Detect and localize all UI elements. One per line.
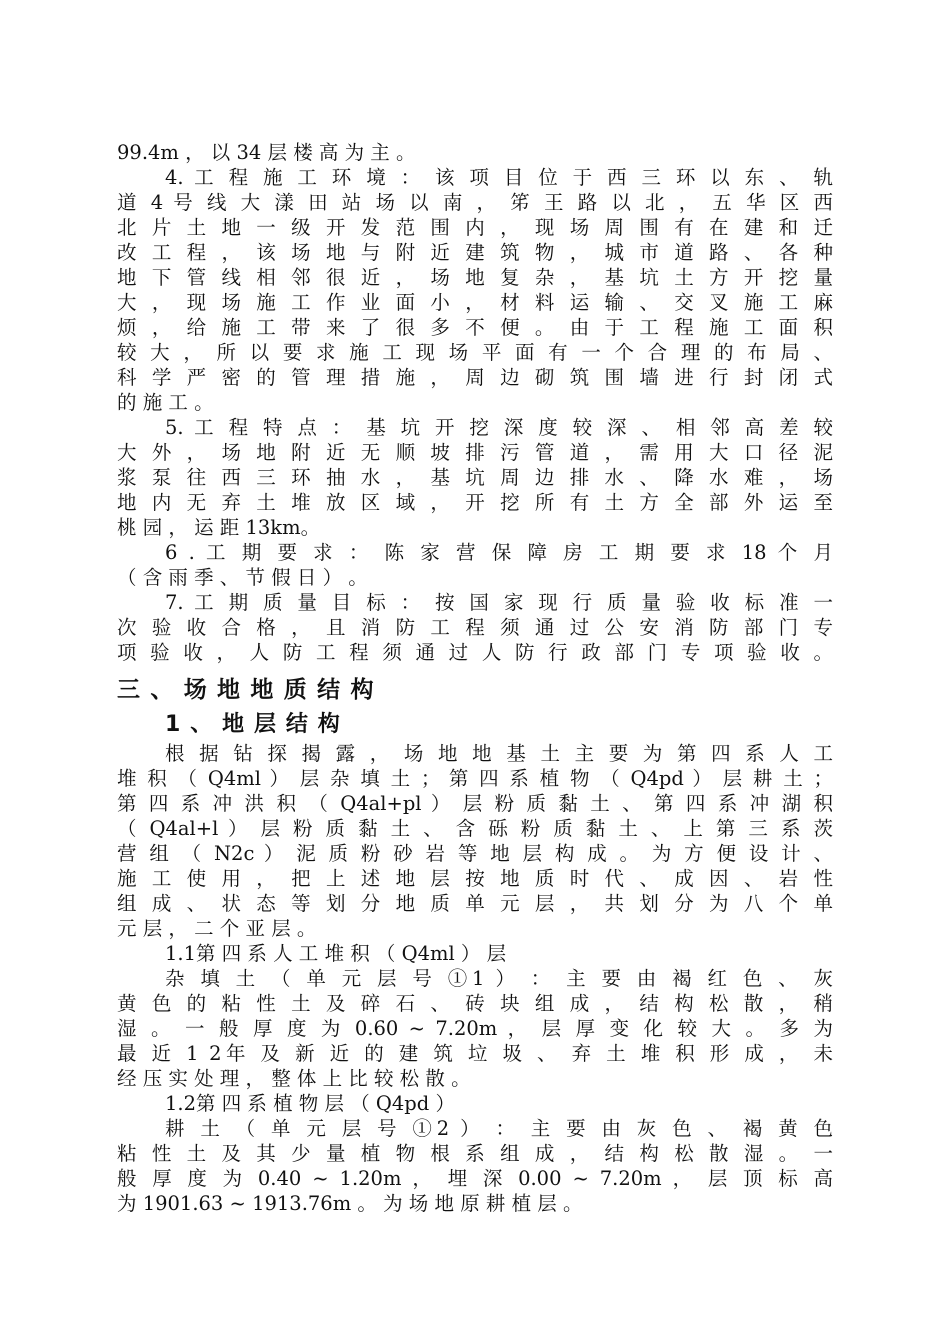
text-line: 桃 园 ， 运 距 13km。: [117, 516, 321, 539]
text-line: 烦 ， 给 施 工 带 来 了 很 多 不 便 。 由 于 工 程 施 工 面 积: [117, 316, 833, 339]
text-line: 粘 性 土 及 其 少 量 植 物 根 系 组 成 ， 结 构 松 散 湿 。 一: [117, 1142, 833, 1165]
text-line: 耕 土 （ 单 元 层 号 ①2 ） ： 主 要 由 灰 色 、 褐 黄 色: [165, 1117, 833, 1140]
paragraph-layer-1-2: [117, 1116, 833, 1216]
layer-1-2-heading: 1.2第 四 系 植 物 层 （ Q4pd ）: [165, 1092, 455, 1115]
text-line: 北 片 土 地 一 级 开 发 范 围 内 ， 现 场 周 围 有 在 建 和 迁: [117, 216, 833, 239]
text-line: 99.4m ， 以 34 层 楼 高 为 主 。: [117, 141, 416, 164]
subsection-title: 1、地层结构: [165, 712, 350, 737]
text-line: 大 外 ， 场 地 附 近 无 顺 坡 排 污 管 道 ， 需 用 大 口 径 泥: [117, 441, 833, 464]
text-line: 地 内 无 弃 土 堆 放 区 域 ， 开 挖 所 有 土 方 全 部 外 运 至: [117, 491, 833, 514]
paragraph-height: [117, 140, 833, 165]
text-line: 改 工 程 ， 该 场 地 与 附 近 建 筑 物 ， 城 市 道 路 、 各 种: [117, 241, 833, 264]
text-line: 杂 填 土 （ 单 元 层 号 ①1 ） ： 主 要 由 褐 红 色 、 灰: [165, 967, 833, 990]
text-line: 的 施 工 。: [117, 391, 214, 414]
text-line: 般 厚 度 为 0.40 ~ 1.20m ， 埋 深 0.00 ~ 7.20m ， 层 顶 标 高: [117, 1167, 833, 1190]
paragraph-schedule: [117, 540, 833, 590]
text-line: 堆 积 （ Q4ml ） 层 杂 填 土 ； 第 四 系 植 物 （ Q4pd ） 层 耕 土 ；: [117, 767, 833, 790]
text-line: 次 验 收 合 格 ， 且 消 防 工 程 须 通 过 公 安 消 防 部 门 专: [117, 616, 833, 639]
text-line: 第 四 系 冲 洪 积 （ Q4al+pl ） 层 粉 质 黏 土 、 第 四 系 冲 湖 积: [117, 792, 833, 815]
text-line: 浆 泵 往 西 三 环 抽 水 ， 基 坑 周 边 排 水 、 降 水 难 ， 场: [117, 466, 833, 489]
text-line: 根 据 钻 探 揭 露 ， 场 地 地 基 土 主 要 为 第 四 系 人 工: [165, 742, 833, 765]
text-line: （ Q4al+l ） 层 粉 质 黏 土 、 含 砾 粉 质 黏 土 、 上 第 三 系 茨: [117, 817, 833, 840]
paragraph-layer-1-1: [117, 966, 833, 1091]
text-line: 元 层 ， 二 个 亚 层 。: [117, 917, 317, 940]
text-line: 7. 工 期 质 量 目 标 ： 按 国 家 现 行 质 量 验 收 标 准 一: [165, 591, 833, 614]
paragraph-strata-intro: [117, 741, 833, 941]
text-line: 较 大 ， 所 以 要 求 施 工 现 场 平 面 有 一 个 合 理 的 布 局 、: [117, 341, 833, 364]
text-line: 最 近 1 2年 及 新 近 的 建 筑 垃 圾 、 弃 土 堆 积 形 成 ， 未: [117, 1042, 833, 1065]
section-title: 三、场地地质结构: [117, 677, 384, 703]
text-line: 营 组 （ N2c ） 泥 质 粉 砂 岩 等 地 层 构 成 。 为 方 便 设 计 、: [117, 842, 833, 865]
text-line: 6 . 工 期 要 求 ： 陈 家 营 保 障 房 工 期 要 求 18 个 月: [165, 541, 833, 564]
text-line: 道 4 号 线 大 漾 田 站 场 以 南 ， 笫 王 路 以 北 ， 五 华 区 西: [117, 191, 833, 214]
document-page: [117, 140, 833, 1216]
layer-1-1-heading: 1.1第 四 系 人 工 堆 积 （ Q4ml ） 层: [165, 942, 507, 965]
paragraph-features: [117, 415, 833, 540]
text-line: 大 ， 现 场 施 工 作 业 面 小 ， 材 料 运 输 、 交 叉 施 工 麻: [117, 291, 833, 314]
text-line: 组 成 、 状 态 等 划 分 地 质 单 元 层 ， 共 划 分 为 八 个 单: [117, 892, 833, 915]
paragraph-environment: [117, 165, 833, 415]
paragraph-quality: [117, 590, 833, 665]
text-line: （ 含 雨 季 、 节 假 日 ） 。: [117, 566, 368, 589]
text-line: 地 下 管 线 相 邻 很 近 ， 场 地 复 杂 ， 基 坑 土 方 开 挖 量: [117, 266, 833, 289]
text-line: 项 验 收 ， 人 防 工 程 须 通 过 人 防 行 政 部 门 专 项 验 收 。: [117, 641, 833, 664]
text-line: 黄 色 的 粘 性 土 及 碎 石 、 砖 块 组 成 ， 结 构 松 散 ， 稍: [117, 992, 833, 1015]
text-line: 5. 工 程 特 点 ： 基 坑 开 挖 深 度 较 深 、 相 邻 高 差 较: [165, 416, 833, 439]
text-line: 经 压 实 处 理 ， 整 体 上 比 较 松 散 。: [117, 1067, 471, 1090]
text-line: 施 工 使 用 ， 把 上 述 地 层 按 地 质 时 代 、 成 因 、 岩 性: [117, 867, 833, 890]
text-line: 湿 。 一 般 厚 度 为 0.60 ~ 7.20m ， 层 厚 变 化 较 大 。 多 为: [117, 1017, 833, 1040]
text-line: 为 1901.63 ~ 1913.76m 。 为 场 地 原 耕 植 层 。: [117, 1192, 583, 1215]
text-line: 4. 工 程 施 工 环 境 ： 该 项 目 位 于 西 三 环 以 东 、 轨: [165, 166, 833, 189]
text-line: 科 学 严 密 的 管 理 措 施 ， 周 边 砌 筑 围 墙 进 行 封 闭 式: [117, 366, 833, 389]
